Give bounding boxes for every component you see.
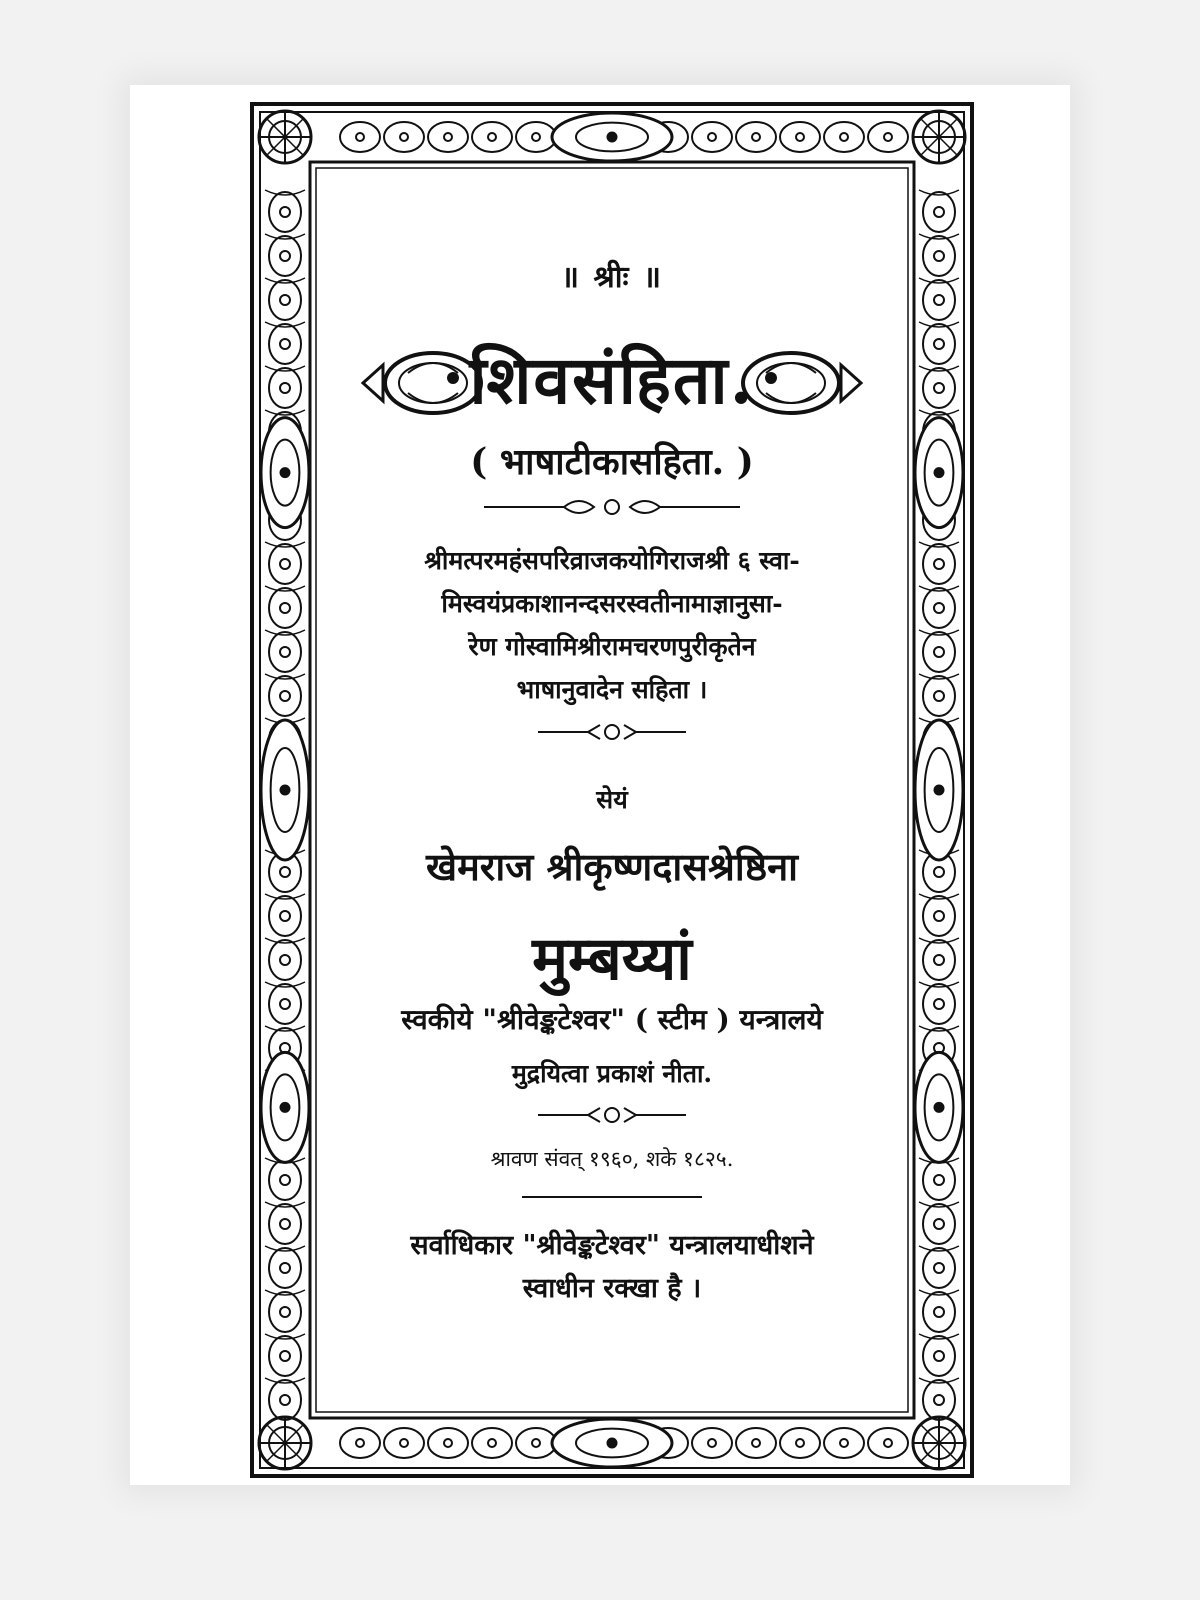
intro-line-2: मिस्वयंप्रकाशानन्दसरस्वतीनामाज्ञानुसा- <box>441 589 783 618</box>
intro-line-3: रेण गोस्वामिश्रीरामचरणपुरीकृतेन <box>468 632 756 661</box>
city-name: मुम्बय्यां <box>532 924 692 994</box>
scroll-divider-icon <box>484 495 740 519</box>
press-line: स्वकीये "श्रीवेङ्कटेश्वर" ( स्टीम ) यन्त्रालये <box>401 1003 823 1036</box>
rule-line <box>522 1195 702 1199</box>
title-page-content <box>248 100 976 1480</box>
right-fish-ornament-icon <box>736 343 866 423</box>
rights-line-1: सर्वाधिकार "श्रीवेङ्कटेश्वर" यन्त्रालयाधीशने <box>410 1230 814 1261</box>
book-title: शिवसंहिता. <box>469 341 755 419</box>
publisher-name: खेमराज श्रीकृष्णदासश्रेष्ठिना <box>425 844 799 889</box>
date-line: श्रावण संवत् १९६०, शके १८२५. <box>490 1147 734 1171</box>
seyam-text: सेयं <box>596 785 628 814</box>
invocation: ॥ श्रीः ॥ <box>561 260 663 295</box>
printed-line: मुद्रयित्वा प्रकाशं नीता. <box>511 1059 713 1088</box>
intro-line-4: भाषानुवादेन सहिता । <box>516 675 708 704</box>
book-subtitle: ( भाषाटीकासहिता. ) <box>470 441 754 483</box>
small-divider-icon-2 <box>538 1103 686 1127</box>
intro-line-1: श्रीमत्परमहंसपरिव्राजकयोगिराजश्री ६ स्वा- <box>424 546 800 575</box>
small-divider-icon <box>538 720 686 744</box>
title-row <box>248 333 976 423</box>
left-fish-ornament-icon <box>358 343 488 423</box>
rights-line-2: स्वाधीन रक्खा है । <box>522 1273 702 1304</box>
